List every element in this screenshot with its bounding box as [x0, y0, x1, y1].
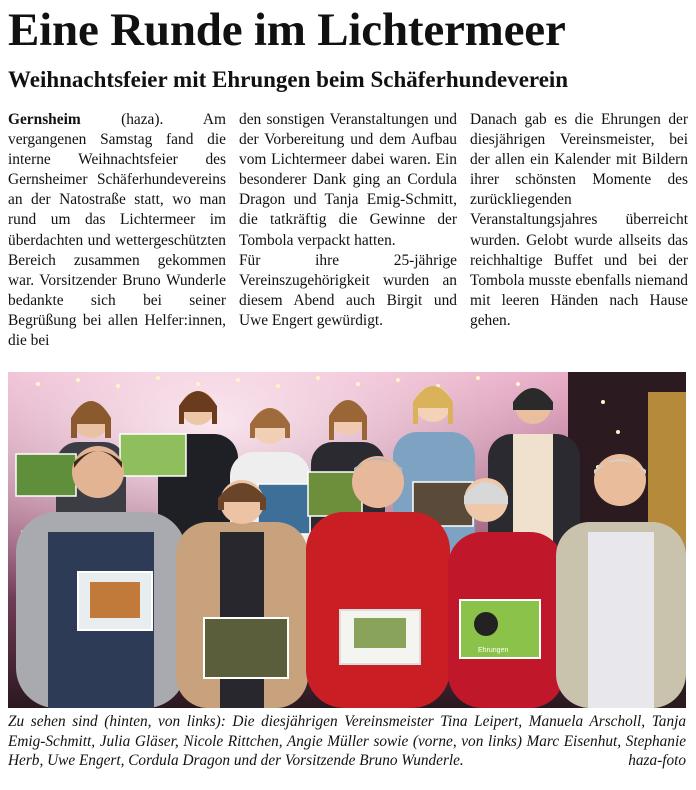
group-photo-illustration [8, 372, 686, 708]
photo-caption [8, 712, 686, 771]
group-photo [8, 372, 686, 708]
article-column-3 [470, 110, 688, 331]
subheadline: Weihnachtsfeier mit Ehrungen beim Schäferhundeverein [8, 67, 569, 92]
photo-credit: haza-foto [628, 752, 686, 770]
caption-text: Zu sehen sind (hinten, von links): Die diesjährigen Vereinsmeister Tina Leipert, Manuela Arscholl, Tanja Emig-Schmitt, Julia Gläser, Nicole Rittchen, Angie Müller sowie (vorne, von links) Marc Eisenhut, Stephanie Herb, Uwe Engert, Cordula Dragon und der Vorsitzende Bruno Wunderle. [8, 713, 686, 770]
article-column-2 [239, 110, 457, 331]
headline: Eine Runde im Lichtermeer [8, 4, 566, 56]
article-column-1 [8, 110, 226, 351]
dateline: Gernsheim [8, 111, 81, 128]
body-text-col2-p2: Für ihre 25-jährige Vereinszugehörigkeit wurden an diesem Abend auch Birgit und Uwe Engert gewürdigt. [239, 251, 457, 329]
body-text-col1: (haza). Am vergangenen Samstag fand die interne Weihnachtsfeier des Gernsheimer Schäferhundevereins an der Natostraße statt, wo man rund um das Lichtermeer im überdachten und wettergeschützten Bereich zusammen gekommen war. Vorsitzender Bruno Wunderle bedankte sich bei seiner Begrüßung bei allen Helfer:innen, die bei [8, 111, 226, 350]
body-text-col2-p1: den sonstigen Veranstaltungen und der Vorbereitung und dem Aufbau vom Lichtermeer dabei waren. Ein besonderer Dank ging an Cordula Dragon und Tanja Emig-Schmitt, die tatkräftig die Gewinne der Tombola verpackt hatten. [239, 111, 457, 249]
calendar-title: Ehrungen [478, 647, 509, 654]
body-text-col3: Danach gab es die Ehrungen der diesjährigen Vereinsmeister, bei der allen ein Kalender mit Bildern ihrer schönsten Momente des zurückliegenden Veranstaltungsjahres überreicht wurden. Gelobt wurde allseits das reichhaltige Buffet und bei der Tombola musste ebenfalls niemand mit leeren Händen nach Hause gehen. [470, 111, 688, 329]
